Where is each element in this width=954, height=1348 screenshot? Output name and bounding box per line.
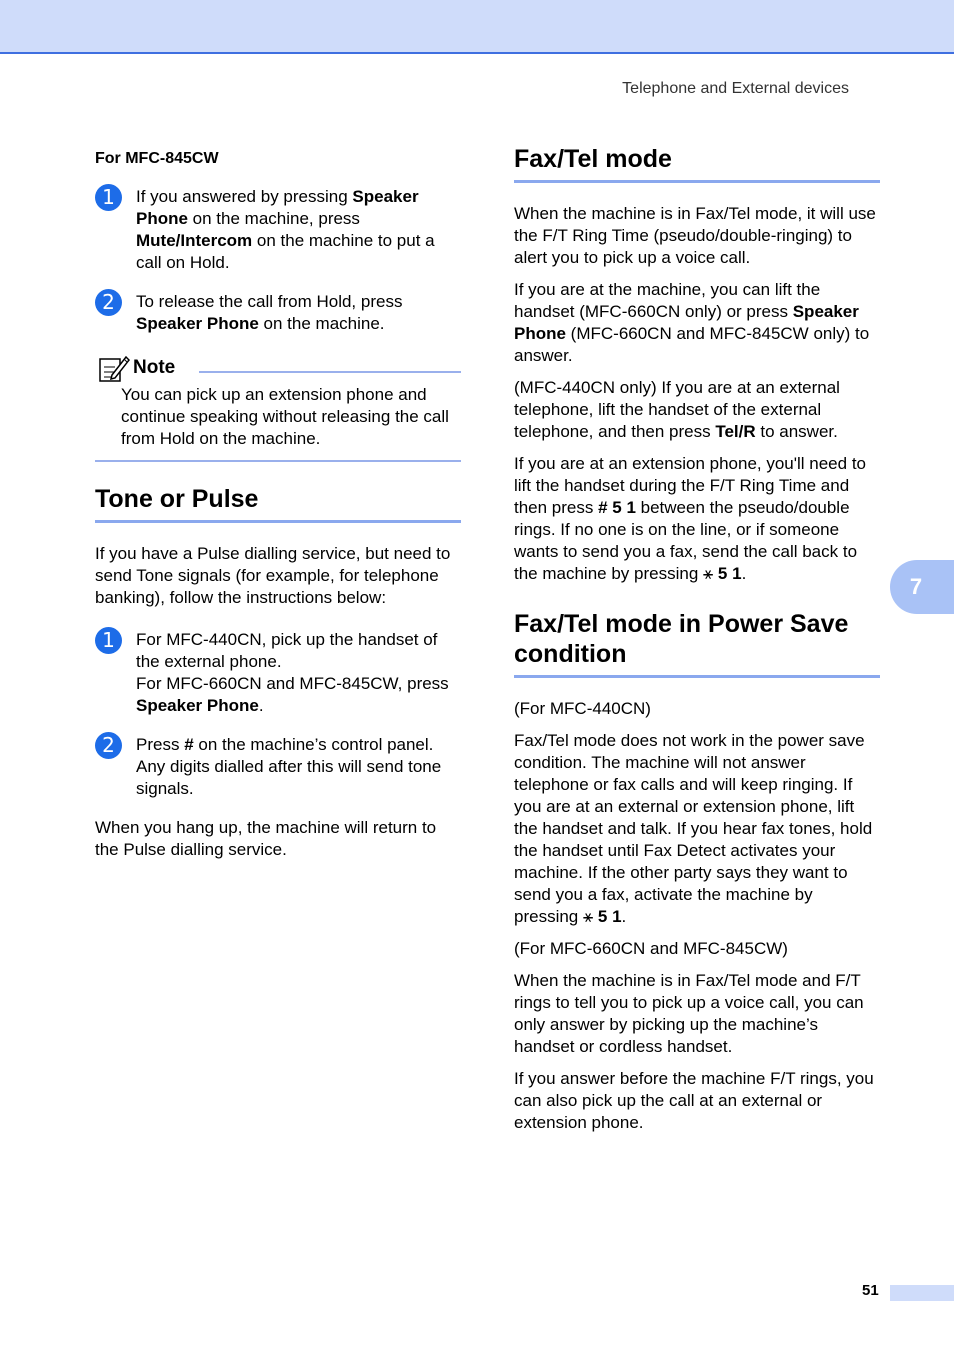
paragraph [514, 938, 880, 960]
paragraph [514, 1068, 880, 1134]
text-run: Press [136, 735, 185, 754]
heading-tone-or-pulse: Tone or Pulse [95, 484, 461, 523]
header-bar [0, 0, 954, 54]
page-number: 51 [862, 1282, 879, 1299]
note-label: Note [133, 357, 176, 378]
power-save-paragraphs [514, 698, 880, 1134]
text-run: Speaker Phone [136, 314, 259, 333]
heading-fax-tel-mode: Fax/Tel mode [514, 144, 880, 183]
tone-intro: If you have a Pulse dialling service, but need to send Tone signals (for example, for telephone banking), follow the instructions below: [95, 544, 451, 607]
text-run: 5 1 [593, 907, 622, 926]
step-number-badge: 1 [95, 184, 122, 211]
paragraph [514, 730, 880, 928]
step-item [95, 629, 461, 717]
heading-power-save: Fax/Tel mode in Power Save condition [514, 609, 880, 678]
fax-tel-paragraphs [514, 203, 880, 585]
step-item [95, 291, 461, 335]
running-head: Telephone and External devices [622, 80, 849, 97]
text-run: 5 1 [713, 564, 742, 583]
text-run: For MFC-660CN and MFC-845CW, press [136, 674, 449, 693]
text-run: . [258, 696, 264, 715]
tone-outro: When you hang up, the machine will return to the Pulse dialling service. [95, 818, 437, 859]
step-number-badge: 2 [95, 289, 122, 316]
text-run: on the machine, press [187, 209, 360, 228]
step-number-badge: 1 [95, 627, 122, 654]
text-run: If you are at an extension phone, you'll need to lift the handset during the F/T Ring Time and then press [514, 454, 866, 517]
text-run: # 5 1 [598, 498, 636, 517]
text-run: Mute/Intercom [136, 231, 253, 250]
footer-bar [890, 1285, 954, 1301]
paragraph [514, 377, 880, 443]
subheading-mfc845cw: For MFC-845CW [95, 150, 219, 167]
text-run: Fax/Tel mode does not work in the power save condition. The machine will not answer telephone or fax calls and will keep ringing. If you are at an external or extension phone, lift the handset and talk. If you hear fax tones, hold the handset until Fax Detect activates your machine. If the other party says they want to send you a fax, activate the machine by pressing [514, 731, 873, 926]
step-item [95, 186, 461, 274]
text-run: Speaker Phone [514, 302, 859, 343]
text-run: Speaker Phone [136, 696, 259, 715]
text-run: on the machine. [258, 314, 385, 333]
paragraph [514, 970, 880, 1058]
text-run: To release the call from Hold, press [136, 292, 403, 311]
text-run: (MFC-660CN and MFC-845CW only) to answer. [514, 324, 870, 365]
text-run: on the machine to put a call on Hold. [136, 231, 435, 272]
note-text: You can pick up an extension phone and continue speaking without releasing the call from Hold on the machine. [121, 385, 449, 448]
text-run: . [741, 564, 747, 583]
text-run: (MFC-440CN only) If you are at an external telephone, lift the handset of the external telephone, and then press [514, 378, 840, 441]
star-key-icon: ⚹ [703, 564, 714, 584]
text-run: If you answer before the machine F/T rings, you can also pick up the call at an external or extension phone. [514, 1069, 874, 1132]
paragraph [514, 698, 880, 720]
text-run: When the machine is in Fax/Tel mode, it will use the F/T Ring Time (pseudo/double-ringing) to alert you to pick up a voice call. [514, 204, 876, 267]
chapter-number: 7 [909, 574, 923, 599]
text-run: Speaker Phone [136, 187, 419, 228]
text-run: For MFC-440CN, pick up the handset of the external phone. [136, 630, 438, 671]
text-run: . [621, 907, 627, 926]
text-run: When the machine is in Fax/Tel mode and F/T rings to tell you to pick up a voice call, you can only answer by picking up the machine’s handset or cordless handset. [514, 971, 864, 1056]
tone-steps [95, 629, 461, 800]
step-item [95, 734, 461, 800]
paragraph [514, 203, 880, 269]
text-run: If you are at the machine, you can lift the handset (MFC-660CN only) or press [514, 280, 821, 321]
right-column [514, 140, 880, 1144]
text-run: on the machine’s control panel. Any digits dialled after this will send tone signals. [136, 735, 442, 798]
text-run: (For MFC-440CN) [514, 699, 651, 718]
text-run: Tel/R [715, 422, 756, 441]
text-run: between the pseudo/double rings. If no one is on the line, or if someone wants to send you a fax, send the call back to the machine by pressing [514, 498, 858, 583]
text-run: # [184, 735, 194, 754]
text-run: If you answered by pressing [136, 187, 353, 206]
paragraph [514, 279, 880, 367]
left-column [95, 140, 461, 871]
note-header [95, 352, 461, 384]
hold-steps [95, 186, 461, 335]
note-rule [199, 371, 461, 373]
paragraph [514, 453, 880, 585]
chapter-tab [890, 560, 954, 614]
star-key-icon: ⚹ [582, 907, 594, 927]
note-pencil-icon [98, 353, 130, 383]
step-number-badge: 2 [95, 732, 122, 759]
text-run: (For MFC-660CN and MFC-845CW) [514, 939, 788, 958]
note-box [95, 352, 461, 462]
text-run: to answer. [755, 422, 838, 441]
